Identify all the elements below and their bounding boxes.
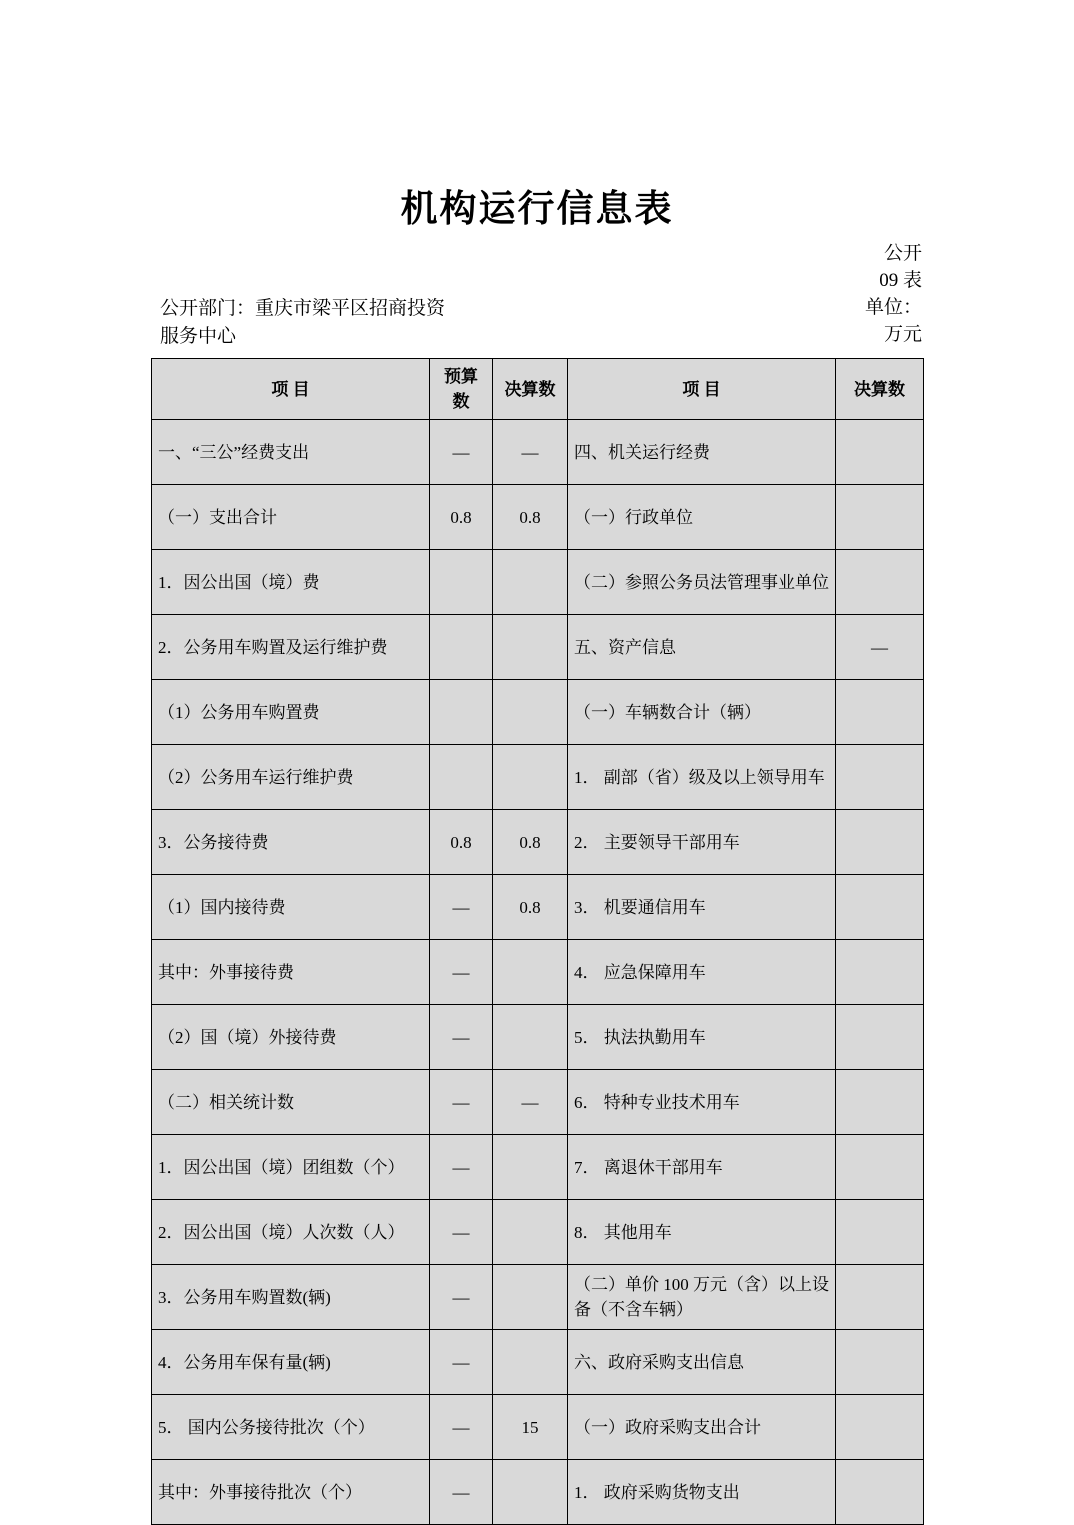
row-right-label: 7． 离退休干部用车 [568,1135,836,1200]
publish-meta-line-3: 单位： [864,297,922,318]
table-header-row [152,359,924,420]
row-budget: — [430,1005,493,1070]
table-row [152,550,924,615]
row-right-label: （一）车辆数合计（辆） [568,680,836,745]
row-budget: — [430,1070,493,1135]
row-right-final [836,1460,924,1525]
row-right-final [836,1265,924,1330]
row-right-label: 五、资产信息 [568,615,836,680]
table-row [152,615,924,680]
header-final: 决算数 [493,359,568,420]
row-final [493,1135,568,1200]
table-row [152,940,924,1005]
row-right-final [836,1330,924,1395]
row-right-final [836,1070,924,1135]
row-final [493,550,568,615]
row-right-label: 8． 其他用车 [568,1200,836,1265]
row-right-label: 6． 特种专业技术用车 [568,1070,836,1135]
row-left-label: 2．因公出国（境）人次数（人） [152,1200,430,1265]
row-right-final [836,485,924,550]
row-left-label: （二）相关统计数 [152,1070,430,1135]
row-left-label: 一、“三公”经费支出 [152,420,430,485]
row-right-label: （二）单价 100 万元（含）以上设备（不含车辆） [568,1265,836,1330]
row-budget: — [430,1395,493,1460]
row-final: — [493,420,568,485]
table-row [152,1200,924,1265]
row-final [493,615,568,680]
row-final: 15 [493,1395,568,1460]
row-budget: — [430,1460,493,1525]
row-right-label: （一）行政单位 [568,485,836,550]
table-row [152,1460,924,1525]
row-budget: 0.8 [430,485,493,550]
row-right-label: 1． 政府采购货物支出 [568,1460,836,1525]
row-budget [430,550,493,615]
row-right-label: （二）参照公务员法管理事业单位 [568,550,836,615]
table-row [152,745,924,810]
row-final: 0.8 [493,810,568,875]
row-final [493,1330,568,1395]
table-row [152,680,924,745]
table-body [152,420,924,1525]
row-budget [430,680,493,745]
row-left-label: 2．公务用车购置及运行维护费 [152,615,430,680]
row-final [493,745,568,810]
institution-operation-table [151,358,924,1525]
row-budget: — [430,1135,493,1200]
row-final: 0.8 [493,875,568,940]
row-budget: — [430,940,493,1005]
table-row [152,485,924,550]
row-right-final [836,1200,924,1265]
row-right-final [836,550,924,615]
row-left-label: 1．因公出国（境）团组数（个） [152,1135,430,1200]
row-right-final [836,875,924,940]
row-final [493,1005,568,1070]
row-left-label: 1．因公出国（境）费 [152,550,430,615]
row-left-label: 4．公务用车保有量(辆) [152,1330,430,1395]
row-right-label: （一）政府采购支出合计 [568,1395,836,1460]
table-row [152,1005,924,1070]
row-final [493,680,568,745]
row-right-final [836,810,924,875]
publish-meta-line-2: 09 表 [879,270,922,291]
table-row [152,1135,924,1200]
table-row [152,1070,924,1135]
table-row [152,810,924,875]
row-right-final [836,745,924,810]
publish-meta-line-1: 公开 [883,243,922,264]
row-left-label: （2）公务用车运行维护费 [152,745,430,810]
header-right-item: 项 目 [568,359,836,420]
table-row [152,420,924,485]
header-budget: 预算数 [430,359,493,420]
row-right-label: 2． 主要领导干部用车 [568,810,836,875]
header-right-final: 决算数 [836,359,924,420]
row-left-label: 其中：外事接待批次（个） [152,1460,430,1525]
table-row [152,1330,924,1395]
row-left-label: （1）公务用车购置费 [152,680,430,745]
row-right-label: 六、政府采购支出信息 [568,1330,836,1395]
row-right-label: 四、机关运行经费 [568,420,836,485]
row-right-label: 4． 应急保障用车 [568,940,836,1005]
row-budget: — [430,875,493,940]
row-right-final: — [836,615,924,680]
row-left-label: （2）国（境）外接待费 [152,1005,430,1070]
row-right-final [836,1395,924,1460]
row-budget: — [430,1330,493,1395]
row-final [493,1265,568,1330]
row-right-final [836,680,924,745]
row-budget: — [430,420,493,485]
row-budget: — [430,1200,493,1265]
row-right-label: 5． 执法执勤用车 [568,1005,836,1070]
row-final: 0.8 [493,485,568,550]
row-right-final [836,1135,924,1200]
row-right-final [836,420,924,485]
row-final: — [493,1070,568,1135]
row-right-label: 3． 机要通信用车 [568,875,836,940]
table-row [152,1395,924,1460]
table-row [152,875,924,940]
table-row [152,1265,924,1330]
row-budget [430,615,493,680]
row-left-label: （1）国内接待费 [152,875,430,940]
row-final [493,940,568,1005]
row-budget: — [430,1265,493,1330]
row-right-final [836,940,924,1005]
row-right-final [836,1005,924,1070]
row-final [493,1460,568,1525]
page-title: 机构运行信息表 [400,189,674,230]
row-left-label: 其中：外事接待费 [152,940,430,1005]
row-left-label: （一）支出合计 [152,485,430,550]
row-left-label: 3．公务用车购置数(辆) [152,1265,430,1330]
row-left-label: 3．公务接待费 [152,810,430,875]
row-final [493,1200,568,1265]
row-left-label: 5． 国内公务接待批次（个） [152,1395,430,1460]
publish-meta [802,240,922,348]
row-budget [430,745,493,810]
department-label: 公开部门：重庆市梁平区招商投资服务中心 [160,298,446,347]
publish-meta-line-4: 万元 [883,324,922,345]
row-right-label: 1． 副部（省）级及以上领导用车 [568,745,836,810]
row-budget: 0.8 [430,810,493,875]
header-left-item: 项 目 [152,359,430,420]
